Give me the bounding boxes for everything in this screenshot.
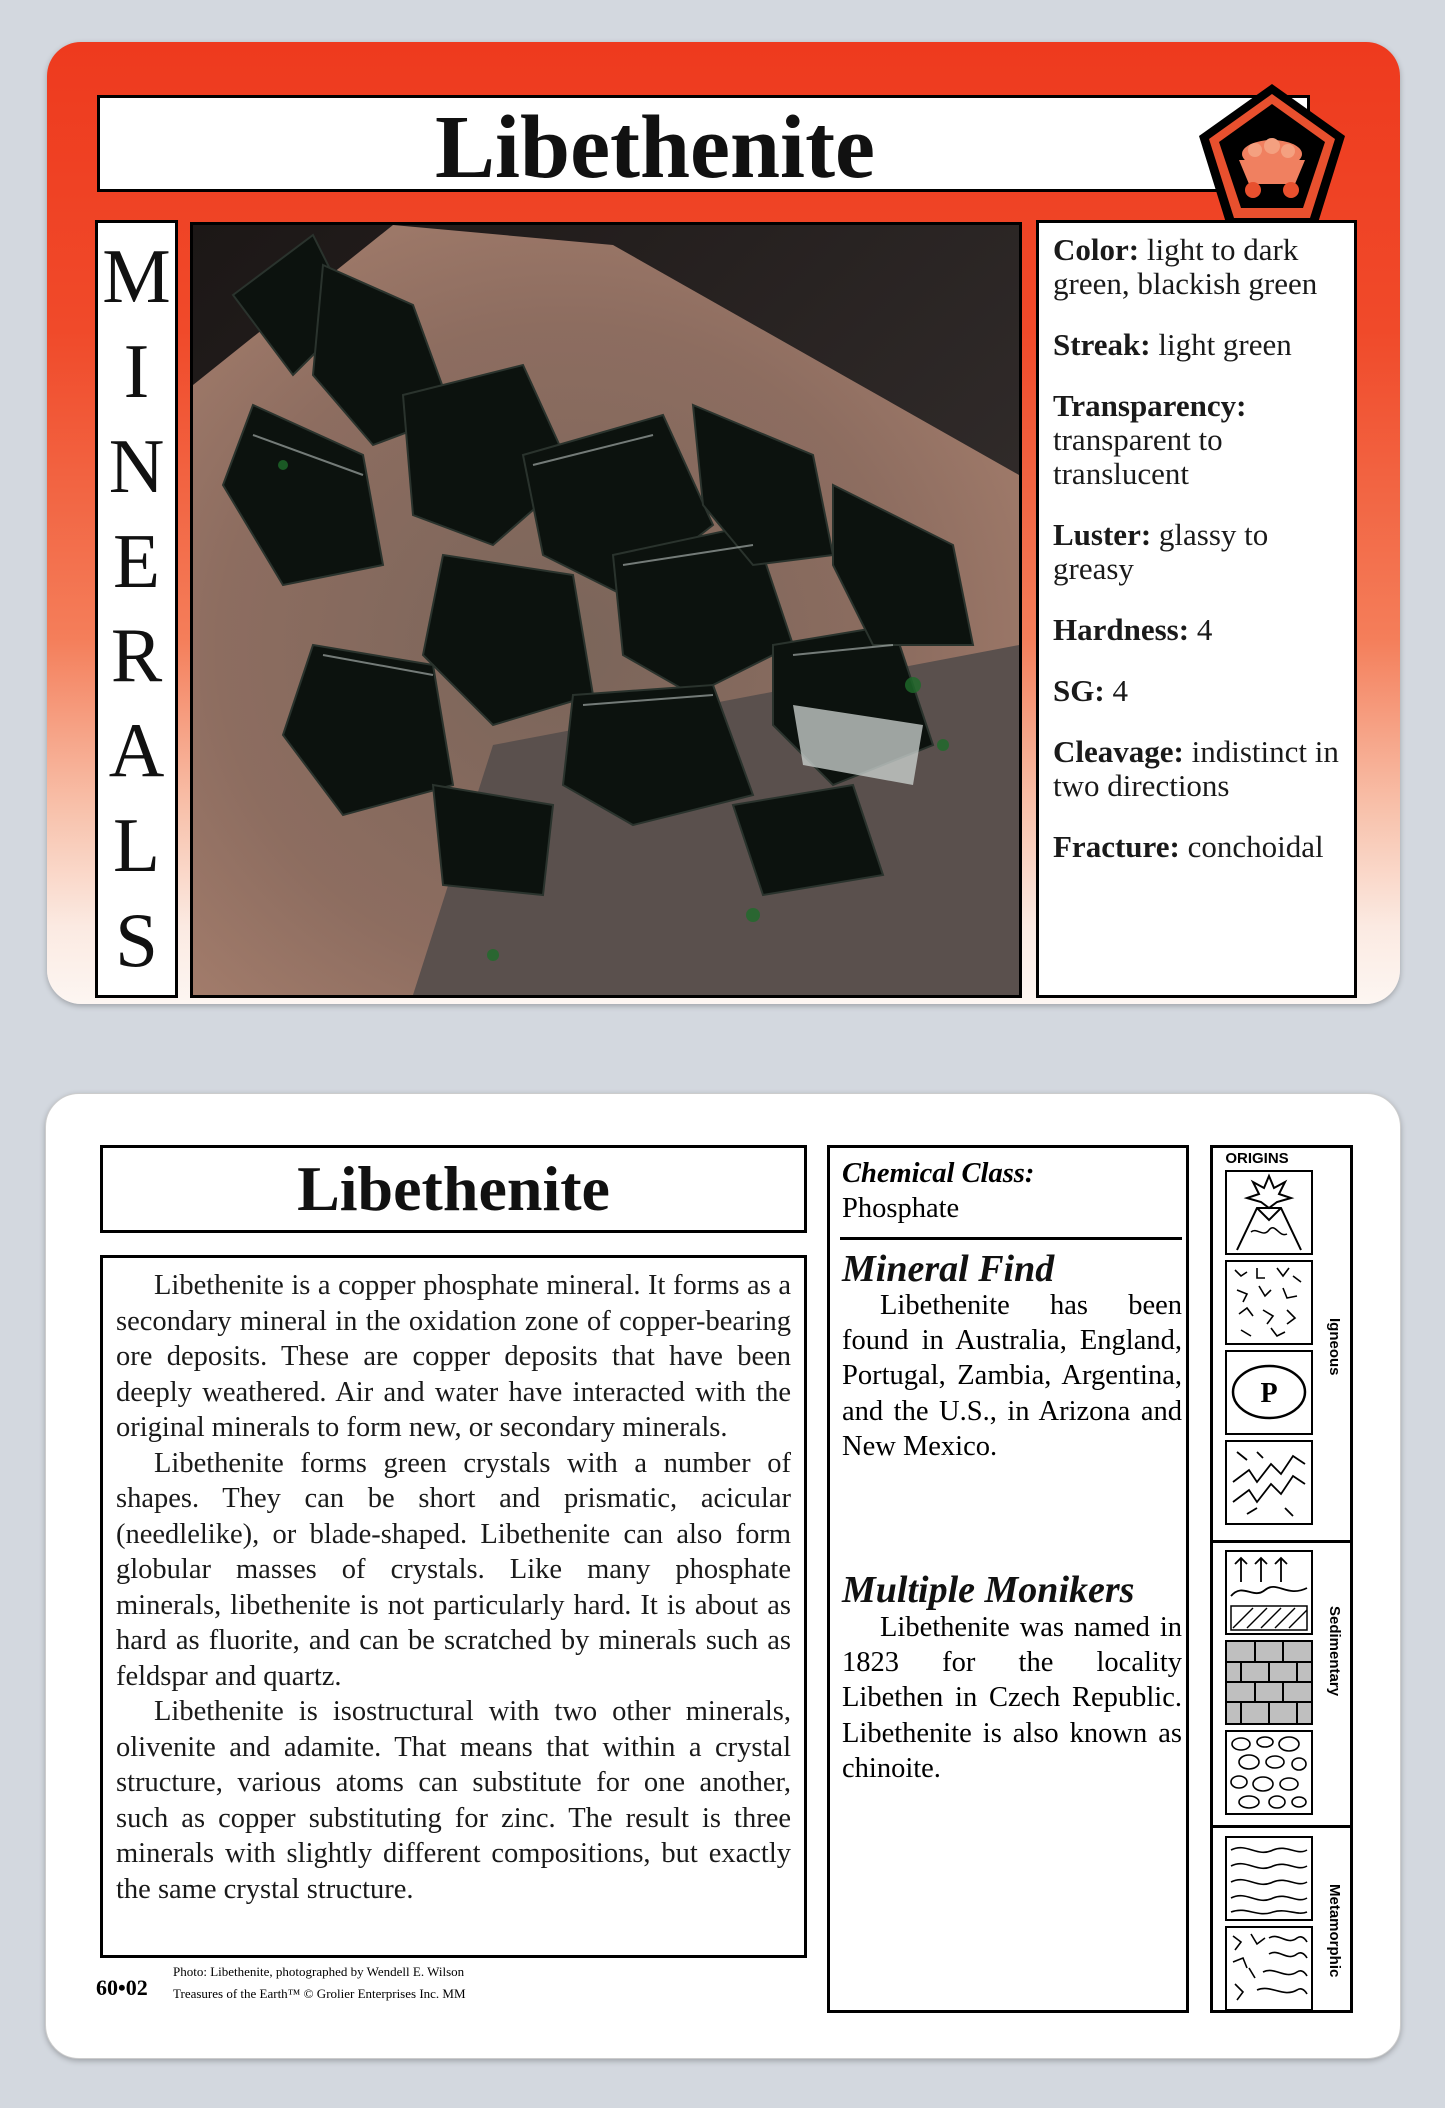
property-value: transparent to translucent — [1053, 422, 1223, 491]
foliated-rock-icon — [1225, 1836, 1313, 1921]
property-fracture — [1053, 830, 1342, 864]
description-panel — [100, 1255, 807, 1958]
divider — [840, 1237, 1182, 1240]
property-cleavage — [1053, 735, 1342, 803]
plutonic-icon — [1225, 1350, 1313, 1435]
mineral-photo — [190, 222, 1022, 998]
card-title: Libethenite — [435, 98, 875, 197]
credits — [96, 1964, 816, 2024]
title-bar — [97, 95, 1310, 197]
intrusive-rock-icon — [1225, 1260, 1313, 1345]
back-title: Libethenite — [100, 1145, 807, 1233]
chemical-class-label: Chemical Class: — [842, 1158, 1035, 1189]
property-value: 4 — [1112, 673, 1128, 708]
side-letter: L — [112, 802, 161, 889]
side-letter: I — [123, 327, 150, 414]
side-letter: M — [102, 233, 171, 319]
property-luster — [1053, 518, 1342, 586]
property-transparency — [1053, 389, 1342, 491]
description-paragraph: Libethenite forms green crystals with a number of shapes. They can be short and prismatic, acicular (needlelike), or blade-shaped. Libethenite can also form globular masses of crystals. Like many phosphate minerals, libethenite is not particularly hard. It is about as hard as fluorite, and can be scratched by minerals such as feldspar and quartz. — [116, 1447, 791, 1692]
card-number: 60•02 — [96, 1975, 148, 2000]
property-color — [1053, 233, 1342, 301]
origins-panel — [1210, 1145, 1353, 2013]
mineral-find-heading: Mineral Find — [842, 1248, 1055, 1290]
side-letter: A — [108, 707, 165, 794]
card-front — [47, 42, 1400, 1004]
property-value: 4 — [1196, 612, 1213, 647]
mineral-find-paragraph: Libethenite has been found in Australia, England, Portugal, Zambia, Argentina, and the U.S., in Arizona and New Mexico. — [842, 1290, 1182, 1462]
property-hardness — [1053, 613, 1342, 647]
side-letter: N — [108, 422, 165, 509]
sedimentary-label: Sedimentary — [1326, 1606, 1343, 1697]
property-value: indistinct in two directions — [1053, 734, 1339, 803]
property-label: Cleavage: — [1053, 734, 1184, 769]
property-label: Luster: — [1053, 517, 1152, 552]
monikers-text — [842, 1610, 1182, 1786]
property-sg — [1053, 674, 1342, 708]
side-letter: S — [115, 896, 158, 983]
property-value: light to dark green, blackish green — [1053, 232, 1318, 301]
mineral-find-text — [842, 1288, 1182, 1464]
brick-layer-icon — [1225, 1640, 1313, 1725]
group-divider — [1213, 1825, 1350, 1828]
monikers-heading: Multiple Monikers — [842, 1569, 1135, 1611]
conglomerate-icon — [1225, 1730, 1313, 1815]
copyright: Treasures of the Earth™ © Grolier Enterprises Inc. MM — [173, 1986, 466, 2001]
property-value: glassy to greasy — [1053, 517, 1269, 586]
group-divider — [1213, 1540, 1350, 1543]
property-label: Fracture: — [1053, 829, 1180, 864]
property-value: light green — [1158, 327, 1292, 362]
description-paragraph: Libethenite is a copper phosphate mineral. It forms as a secondary mineral in the oxidation zone of copper-bearing ore deposits. These are copper deposits that have been deeply weathered. Air and water have interacted with the original minerals to form new, or secondary minerals. — [116, 1270, 791, 1443]
sediment-layer-icon — [1225, 1550, 1313, 1635]
vein-icon — [1225, 1440, 1313, 1525]
mine-cart-icon — [1195, 80, 1350, 230]
origins-heading: ORIGINS — [1225, 1150, 1289, 1167]
side-letter: R — [110, 612, 163, 699]
property-streak — [1053, 328, 1342, 362]
property-label: Color: — [1053, 232, 1140, 267]
monikers-paragraph: Libethenite was named in 1823 for the locality Libethen in Czech Republic. Libethenite is also known as chinoite. — [842, 1612, 1182, 1784]
category-side-label — [95, 220, 178, 998]
metamorphic-label: Metamorphic — [1326, 1884, 1343, 1978]
property-label: SG: — [1053, 673, 1105, 708]
volcano-icon — [1225, 1170, 1313, 1255]
description-paragraph: Libethenite is isostructural with two other minerals, olivenite and adamite. That means that within a crystal structure, various atoms can substitute for one another, such as copper substituting for zinc. The result is three minerals with slightly different compositions, but exactly the same crystal structure. — [116, 1696, 791, 1905]
property-value: conchoidal — [1187, 829, 1324, 864]
property-label: Streak: — [1053, 327, 1151, 362]
photo-credit: Photo: Libethenite, photographed by Wendell E. Wilson — [173, 1964, 465, 1979]
property-label: Hardness: — [1053, 612, 1190, 647]
facts-panel — [827, 1145, 1189, 2013]
chemical-class-value: Phosphate — [842, 1193, 960, 1224]
igneous-label: Igneous — [1326, 1318, 1343, 1376]
gneiss-icon — [1225, 1926, 1313, 2011]
plutonic-mark: P — [1260, 1378, 1278, 1409]
side-letter: E — [112, 517, 161, 604]
mineral-photo-illustration — [193, 225, 1019, 995]
property-label: Transparency: — [1053, 388, 1247, 423]
chemical-class — [842, 1156, 1182, 1226]
card-back — [45, 1093, 1401, 2059]
properties-panel — [1036, 220, 1357, 998]
